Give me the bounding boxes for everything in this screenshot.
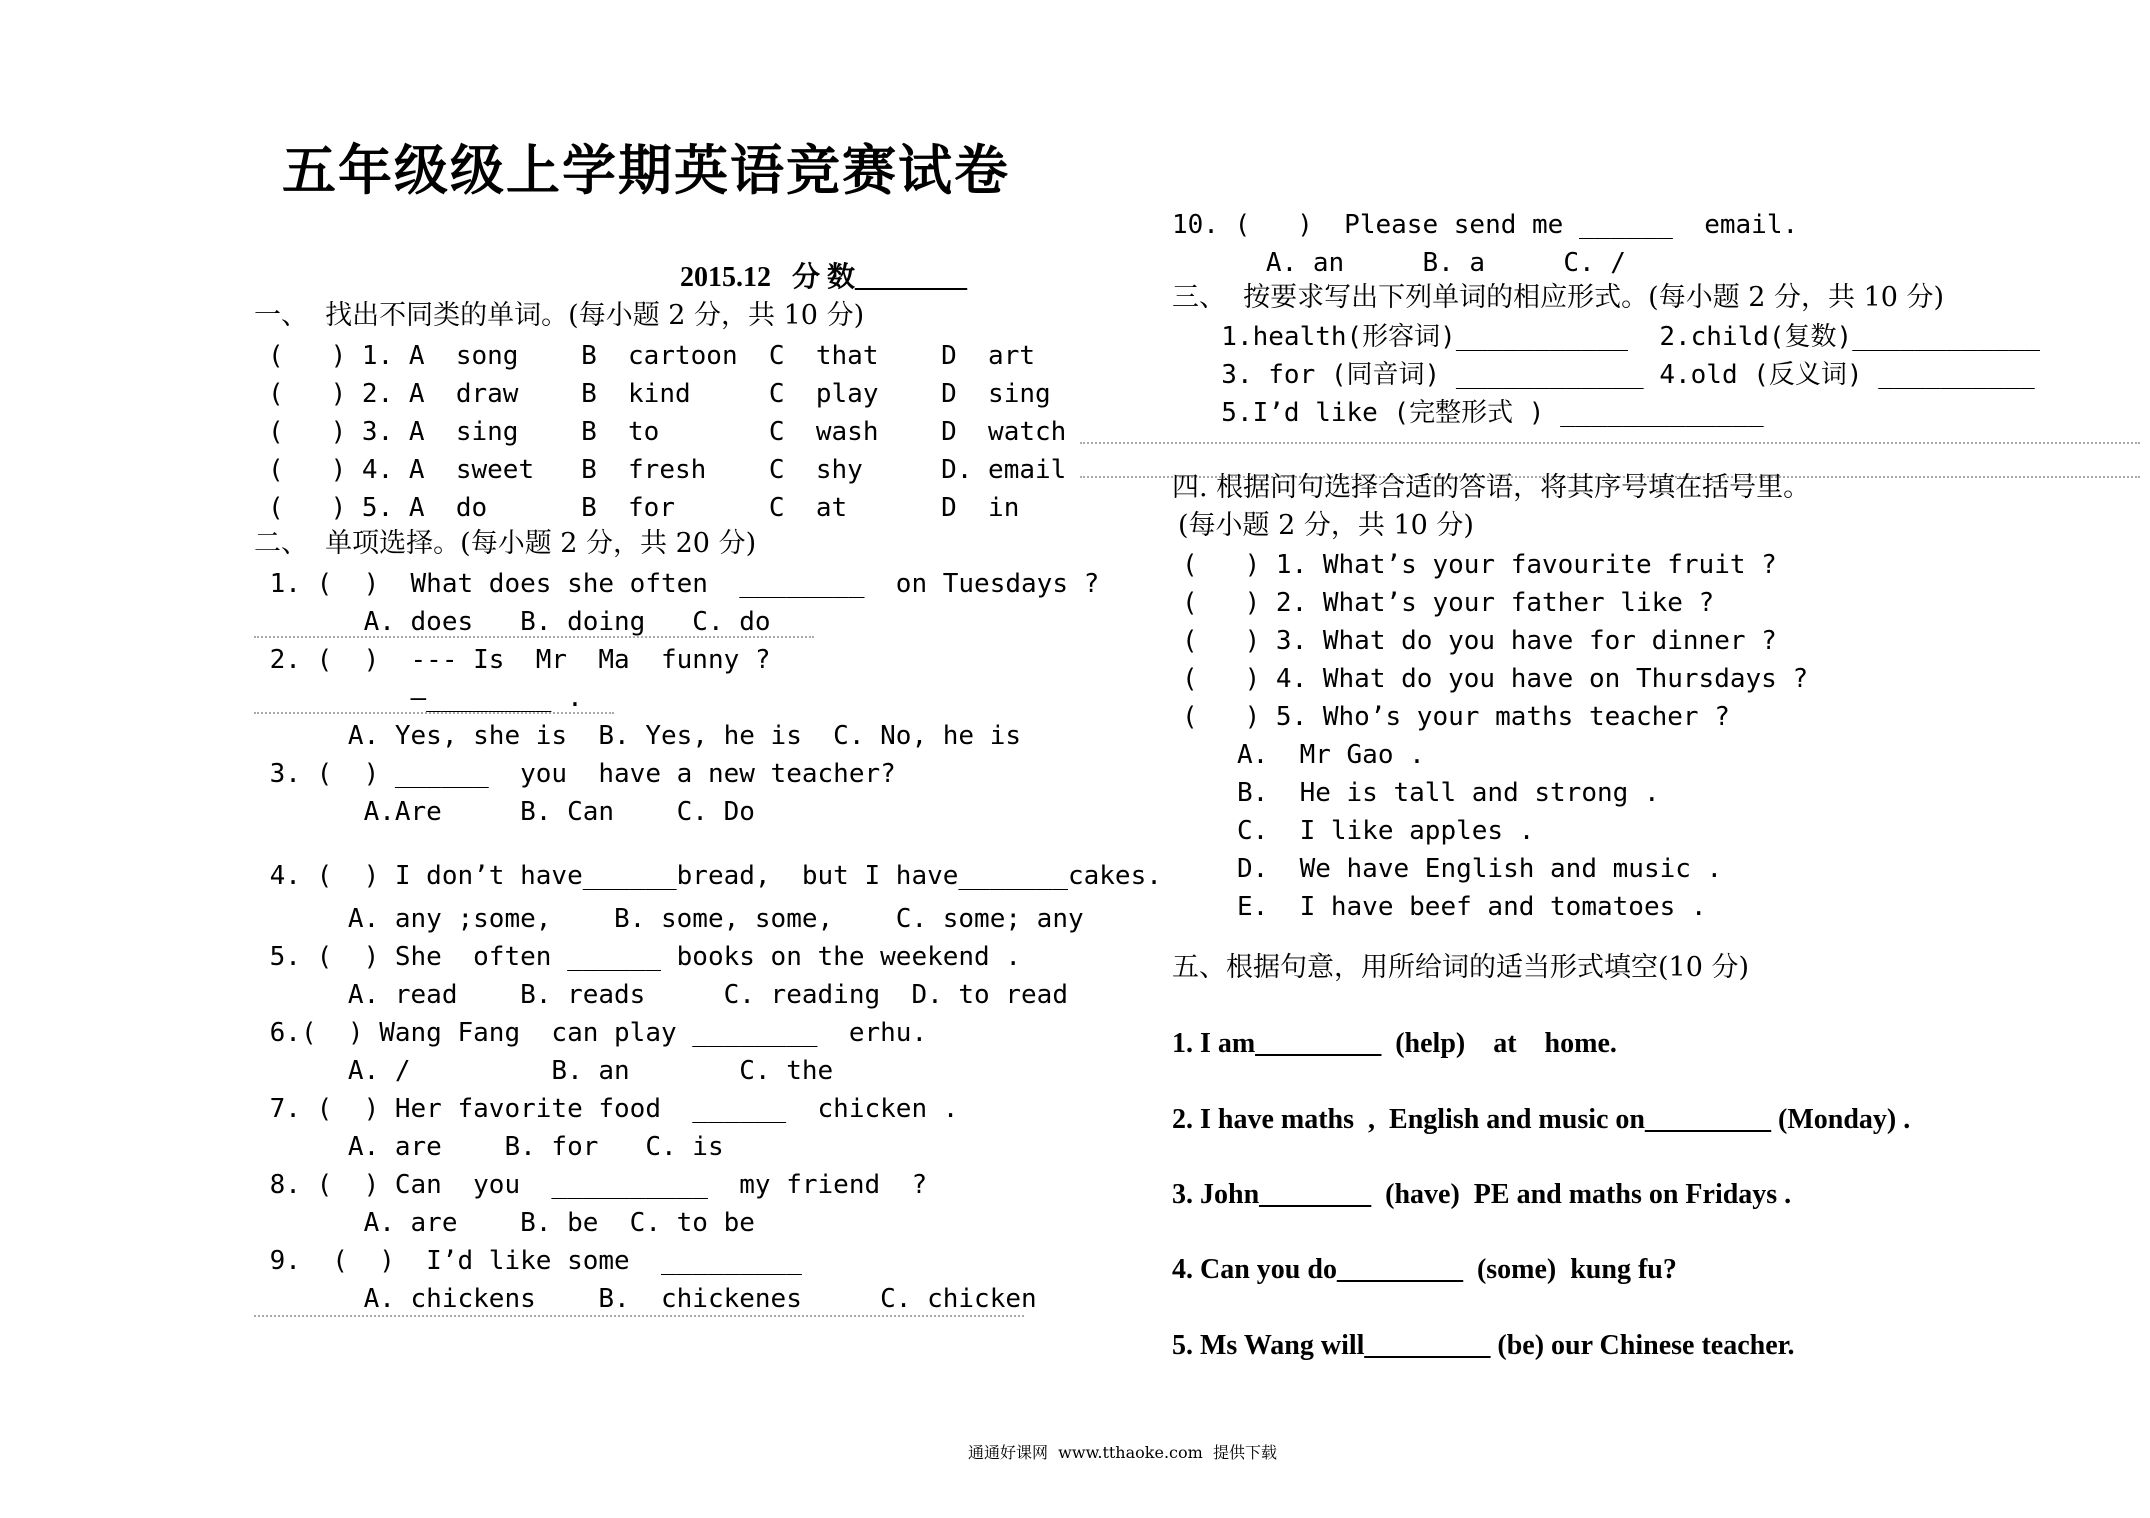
s4-question: ( ) 1. What’s your favourite fruit ? [1182,550,1777,580]
s4-answer: E. I have beef and tomatoes . [1190,892,1707,922]
s2-line: A. Yes, she is B. Yes, he is C. No, he is [254,721,1022,751]
s2-line: 8. ( ) Can you __________ my friend ? [254,1170,928,1200]
dotted-rule [254,1315,1024,1317]
s2-line: 1. ( ) What does she often ________ on Tuesdays ? [254,569,1100,599]
s4-question: ( ) 2. What’s your father like ? [1182,588,1715,618]
s1-question: ( ) 4. A sweet B fresh C shy D. email [268,455,1067,485]
s2-line: 9. ( ) I’d like some _________ [254,1246,802,1276]
section-5-heading: 五、根据句意，用所给词的适当形式填空(10 分) [1172,952,1750,983]
s1-question: ( ) 1. A song B cartoon C that D art [268,341,1036,371]
s4-question: ( ) 4. What do you have on Thursdays ? [1182,664,1809,694]
section-2-heading: 二、 单项选择。(每小题 2 分，共 20 分) [254,528,757,559]
s5-line: 4. Can you do_________ (some) kung fu? [1172,1254,1677,1285]
s5-line: 3. John________ (have) PE and maths on Fridays . [1172,1179,1792,1210]
s4-question: ( ) 3. What do you have for dinner ? [1182,626,1777,656]
section-4-subheading: (每小题 2 分，共 10 分) [1178,510,1474,541]
s2-line: 6.( ) Wang Fang can play ________ erhu. [254,1018,928,1048]
s4-answer: D. We have English and music . [1190,854,1723,884]
s1-question: ( ) 5. A do B for C at D in [268,493,1020,523]
s2-line: A. any ;some, B. some, some, C. some; any [254,904,1084,934]
s1-question: ( ) 3. A sing B to C wash D watch [268,417,1067,447]
s2-line: A. chickens B. chickenes C. chicken [254,1284,1037,1314]
s4-question: ( ) 5. Who’s your maths teacher ? [1182,702,1730,732]
section-4-heading: 四. 根据问句选择合适的答语，将其序号填在括号里。 [1172,472,1811,503]
s2-line: 7. ( ) Her favorite food ______ chicken . [254,1094,959,1124]
s2-line: 4. ( ) I don’t have______bread, but I have_______cakes. [254,861,1162,891]
s4-answer: A. Mr Gao . [1190,740,1425,770]
s5-line: 2. I have maths , English and music on_________ (Monday) . [1172,1104,1911,1135]
s2-line: A. read B. reads C. reading D. to read [254,980,1068,1010]
s2-line: —________ . [254,683,583,713]
q10-options: A. an B. a C. / [1172,248,1626,278]
footer-credit: 通通好课网 www.tthaoke.com 提供下载 [968,1443,1277,1462]
section-3-heading: 三、 按要求写出下列单词的相应形式。(每小题 2 分，共 10 分) [1172,282,1945,313]
dotted-rule [254,636,814,638]
s2-line: 2. ( ) --- Is Mr Ma funny ? [254,645,771,675]
s1-question: ( ) 2. A draw B kind C play D sing [268,379,1051,409]
exam-title: 五年级级上学期英语竞赛试卷 [282,138,1010,202]
s4-answer: C. I like apples . [1190,816,1535,846]
s2-line: A. / B. an C. the [254,1056,834,1086]
s2-line: A. are B. be C. to be [254,1208,755,1238]
s2-line: A. does B. doing C. do [254,607,771,637]
section-1-heading: 一、 找出不同类的单词。(每小题 2 分，共 10 分) [254,300,865,331]
q10-stem: 10. ( ) Please send me ______ email. [1172,210,1799,240]
dotted-rule [1080,442,2140,444]
s2-line: 3. ( ) ______ you have a new teacher? [254,759,896,789]
dotted-rule [254,712,614,714]
s5-line: 5. Ms Wang will_________ (be) our Chinese teacher. [1172,1330,1795,1361]
exam-date-score: 2015.12 分 数________ [680,262,968,293]
s2-line: 5. ( ) She often ______ books on the weekend . [254,942,1022,972]
s2-line: A.Are B. Can C. Do [254,797,755,827]
s4-answer: B. He is tall and strong . [1190,778,1660,808]
s3-line: 3. for (同音词) ____________ 4.old (反义词) __________ [1190,360,2035,390]
s2-line: A. are B. for C. is [254,1132,724,1162]
s3-line: 5.I’d like (完整形式 ) _____________ [1190,398,1764,428]
s5-line: 1. I am_________ (help) at home. [1172,1028,1617,1059]
s3-line: 1.health(形容词)___________ 2.child(复数)____________ [1190,322,2041,352]
